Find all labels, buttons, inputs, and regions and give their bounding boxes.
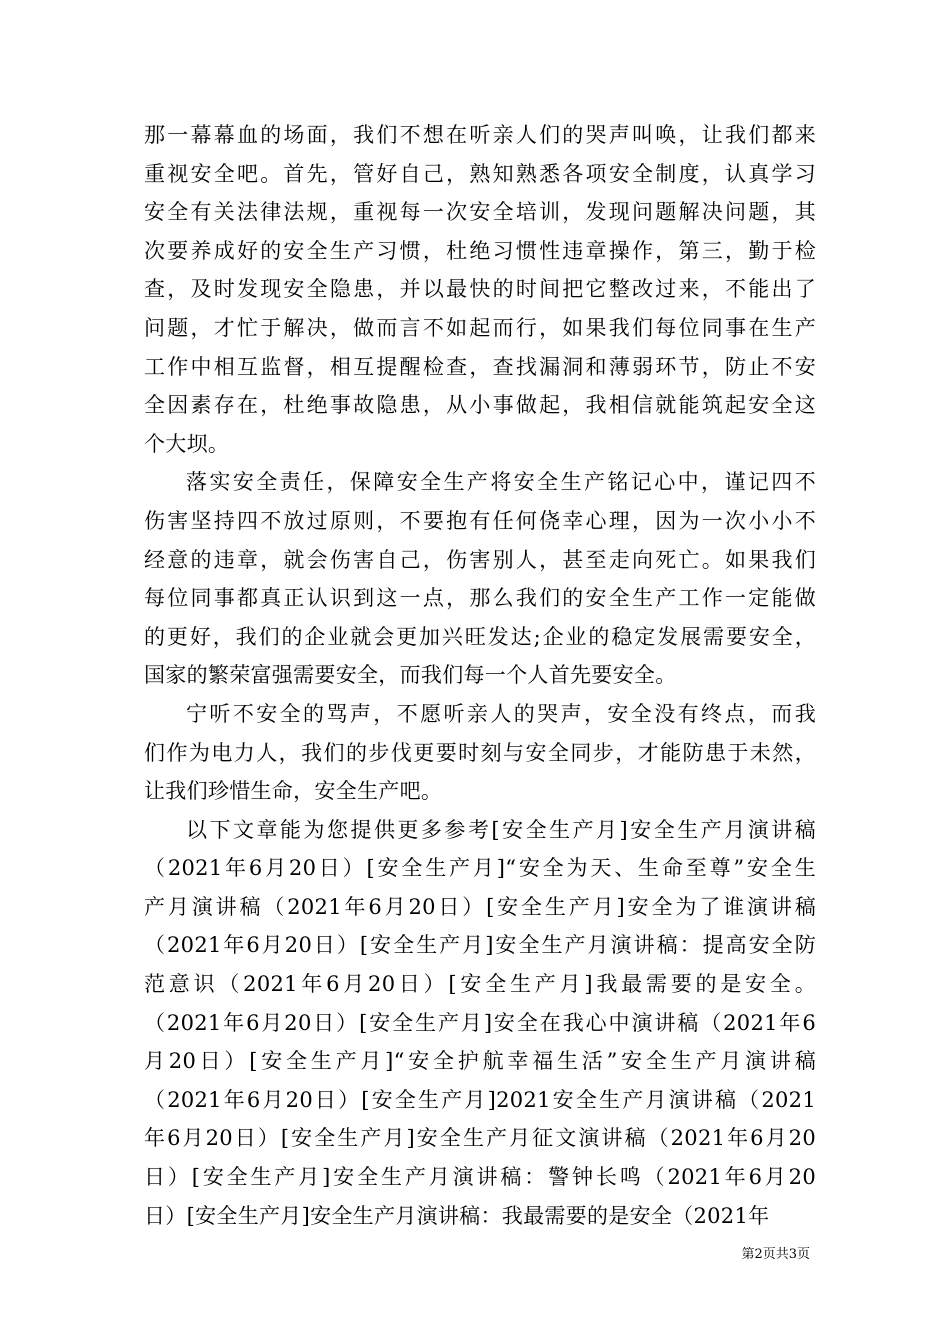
paragraph xyxy=(144,695,816,811)
text-line: 安全有关法律法规，重视每一次安全培训，发现问题解决问题，其 xyxy=(144,200,816,225)
text-line: 伤害坚持四不放过原则，不要抱有任何侥幸心理，因为一次小小不 xyxy=(144,508,816,533)
text-line: 次要养成好的安全生产习惯，杜绝习惯性违章操作，第三，勤于检 xyxy=(144,238,816,263)
text-line: （2021年6月20日）[安全生产月]安全生产月演讲稿：提高安全防 xyxy=(144,933,816,958)
text-line: （2021年6月20日）[安全生产月]“安全为天、生命至尊”安全生 xyxy=(144,856,816,881)
text-line: 问题，才忙于解决，做而言不如起而行，如果我们每位同事在生产 xyxy=(144,315,816,340)
text-line: 月20日）[安全生产月]“安全护航幸福生活”安全生产月演讲稿 xyxy=(144,1049,816,1074)
paragraph xyxy=(144,463,816,695)
text-line: （2021年6月20日）[安全生产月]2021安全生产月演讲稿（2021 xyxy=(144,1087,816,1112)
text-line: 查，及时发现安全隐患，并以最快的时间把它整改过来，不能出了 xyxy=(144,277,816,302)
text-line: 年6月20日）[安全生产月]安全生产月征文演讲稿（2021年6月20 xyxy=(144,1126,816,1151)
text-line: 落实安全责任，保障安全生产将安全生产铭记心中，谨记四不 xyxy=(186,470,816,495)
paragraph xyxy=(144,811,816,1236)
text-line: 以下文章能为您提供更多参考[安全生产月]安全生产月演讲稿 xyxy=(186,817,816,842)
text-line: 个大坝。 xyxy=(144,431,230,456)
page-number-footer: 第2页共3页 xyxy=(741,1247,810,1262)
text-line: 国家的繁荣富强需要安全，而我们每一个人首先要安全。 xyxy=(144,663,677,688)
text-line: 那一幕幕血的场面，我们不想在听亲人们的哭声叫唤，让我们都来 xyxy=(144,123,816,147)
text-line: 每位同事都真正认识到这一点，那么我们的安全生产工作一定能做 xyxy=(144,586,816,611)
document-body xyxy=(144,116,816,1235)
paragraph xyxy=(144,116,816,463)
text-line: 工作中相互监督，相互提醒检查，查找漏洞和薄弱环节，防止不安 xyxy=(144,354,816,379)
text-line: 们作为电力人，我们的步伐更要时刻与安全同步，才能防患于未然， xyxy=(144,740,816,765)
text-line: 让我们珍惜生命，安全生产吧。 xyxy=(144,779,443,804)
text-line: 的更好，我们的企业就会更加兴旺发达;企业的稳定发展需要安全， xyxy=(144,624,816,649)
text-line: 日）[安全生产月]安全生产月演讲稿：我最需要的是安全（2021年 xyxy=(144,1203,770,1228)
text-line: 产月演讲稿（2021年6月20日）[安全生产月]安全为了谁演讲稿 xyxy=(144,894,816,919)
text-line: 日）[安全生产月]安全生产月演讲稿：警钟长鸣（2021年6月20 xyxy=(144,1165,816,1190)
text-line: 重视安全吧。首先，管好自己，熟知熟悉各项安全制度，认真学习 xyxy=(144,161,816,186)
text-line: 全因素存在，杜绝事故隐患，从小事做起，我相信就能筑起安全这 xyxy=(144,393,816,418)
text-line: 范意识（2021年6月20日）[安全生产月]我最需要的是安全。 xyxy=(144,972,816,997)
text-line: 宁听不安全的骂声，不愿听亲人的哭声，安全没有终点，而我 xyxy=(186,701,816,726)
text-line: （2021年6月20日）[安全生产月]安全在我心中演讲稿（2021年6 xyxy=(144,1010,816,1035)
text-line: 经意的违章，就会伤害自己，伤害别人，甚至走向死亡。如果我们 xyxy=(144,547,816,572)
